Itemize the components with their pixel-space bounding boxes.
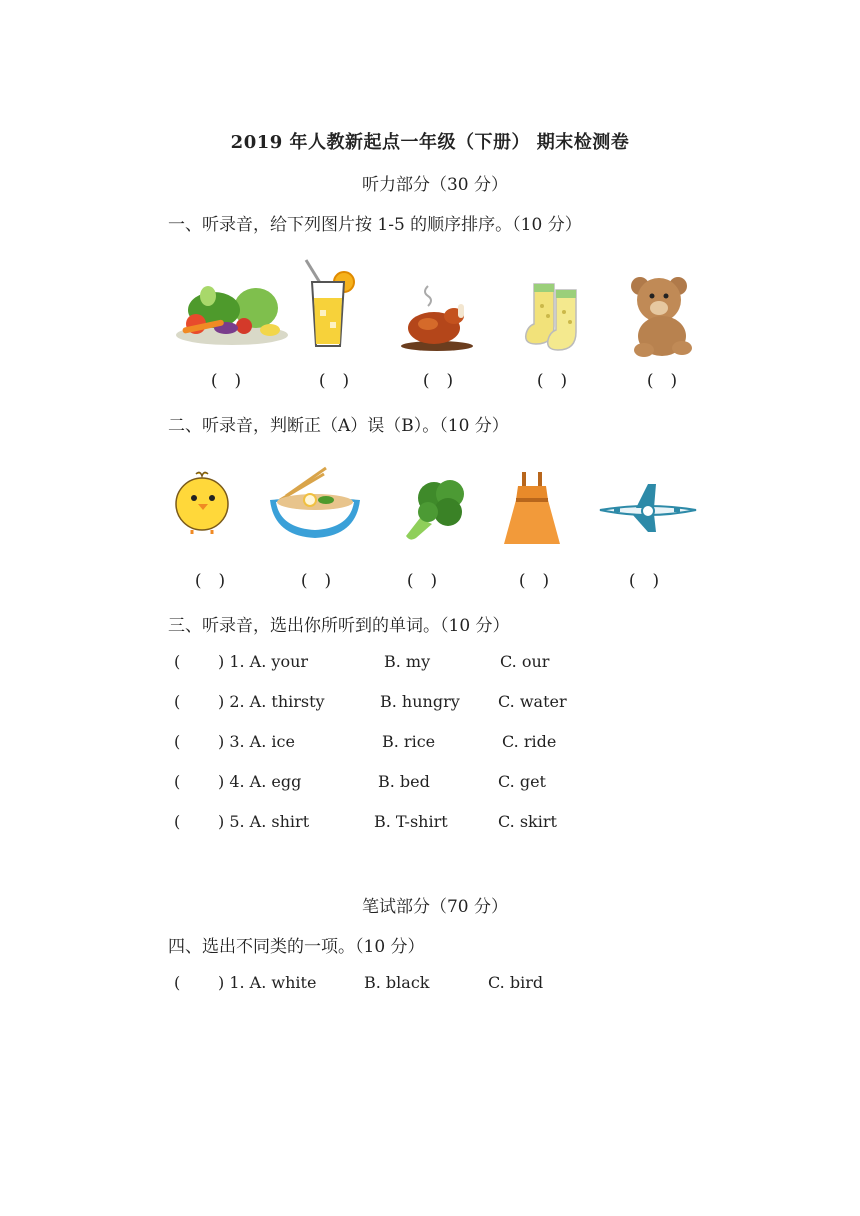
blank-2-1[interactable]: ( ) <box>194 571 226 591</box>
section-4-heading: 四、选出不同类的一项。（10 分） <box>168 937 425 957</box>
option-c[interactable]: C. bird <box>488 973 544 992</box>
blank-2-5[interactable]: ( ) <box>628 571 660 591</box>
blank-1-5[interactable]: ( ) <box>646 371 678 391</box>
blank-1-1[interactable]: ( ) <box>210 371 242 391</box>
option-c[interactable]: C. water <box>498 692 567 711</box>
writing-header: 笔试部分（70 分） <box>361 897 509 917</box>
noodles-icon <box>266 466 364 542</box>
blank-1-4[interactable]: ( ) <box>536 371 568 391</box>
question-row <box>168 812 768 836</box>
answer-bracket[interactable]: ( <box>174 973 181 992</box>
plane-icon <box>596 480 700 536</box>
question-row <box>168 973 768 997</box>
section-1-heading: 一、听录音，给下列图片按 1-5 的顺序排序。（10 分） <box>168 215 582 235</box>
answer-bracket[interactable]: ( <box>174 772 181 791</box>
option-a[interactable]: ) 2. A. thirsty <box>218 692 325 711</box>
blank-2-4[interactable]: ( ) <box>518 571 550 591</box>
section-2-heading: 二、听录音，判断正（A）误（B）。（10 分） <box>168 416 509 436</box>
juice-icon <box>298 256 358 352</box>
option-b[interactable]: B. bed <box>378 772 430 791</box>
option-b[interactable]: B. T-shirt <box>374 812 448 831</box>
section-3-heading: 三、听录音，选出你所听到的单词。（10 分） <box>168 616 510 636</box>
question-row <box>168 652 768 676</box>
blank-1-2[interactable]: ( ) <box>318 371 350 391</box>
vegetables-icon <box>174 280 290 350</box>
option-b[interactable]: B. hungry <box>380 692 460 711</box>
option-c[interactable]: C. get <box>498 772 546 791</box>
blank-2-3[interactable]: ( ) <box>406 571 438 591</box>
option-c[interactable]: C. ride <box>502 732 557 751</box>
answer-bracket[interactable]: ( <box>174 692 181 711</box>
listening-header: 听力部分（30 分） <box>361 175 509 195</box>
option-a[interactable]: ) 5. A. shirt <box>218 812 310 831</box>
option-a[interactable]: ) 4. A. egg <box>218 772 302 791</box>
chick-icon <box>170 470 234 536</box>
option-c[interactable]: C. our <box>500 652 550 671</box>
option-a[interactable]: ) 3. A. ice <box>218 732 295 751</box>
option-b[interactable]: B. black <box>364 973 430 992</box>
question-row <box>168 732 768 756</box>
blank-1-3[interactable]: ( ) <box>422 371 454 391</box>
page-title: 2019 年人教新起点一年级（下册） 期末检测卷 <box>230 132 630 153</box>
dress-icon <box>502 470 562 546</box>
question-row <box>168 772 768 796</box>
socks-icon <box>520 276 592 354</box>
broccoli-icon <box>400 474 472 544</box>
blank-2-2[interactable]: ( ) <box>300 571 332 591</box>
roast-chicken-icon <box>400 282 474 352</box>
answer-bracket[interactable]: ( <box>174 732 181 751</box>
option-b[interactable]: B. rice <box>382 732 436 751</box>
question-row <box>168 692 768 716</box>
answer-bracket[interactable]: ( <box>174 652 181 671</box>
option-c[interactable]: C. skirt <box>498 812 557 831</box>
option-a[interactable]: ) 1. A. white <box>218 973 317 992</box>
teddy-bear-icon <box>626 274 698 358</box>
option-b[interactable]: B. my <box>384 652 431 671</box>
option-a[interactable]: ) 1. A. your <box>218 652 309 671</box>
answer-bracket[interactable]: ( <box>174 812 181 831</box>
